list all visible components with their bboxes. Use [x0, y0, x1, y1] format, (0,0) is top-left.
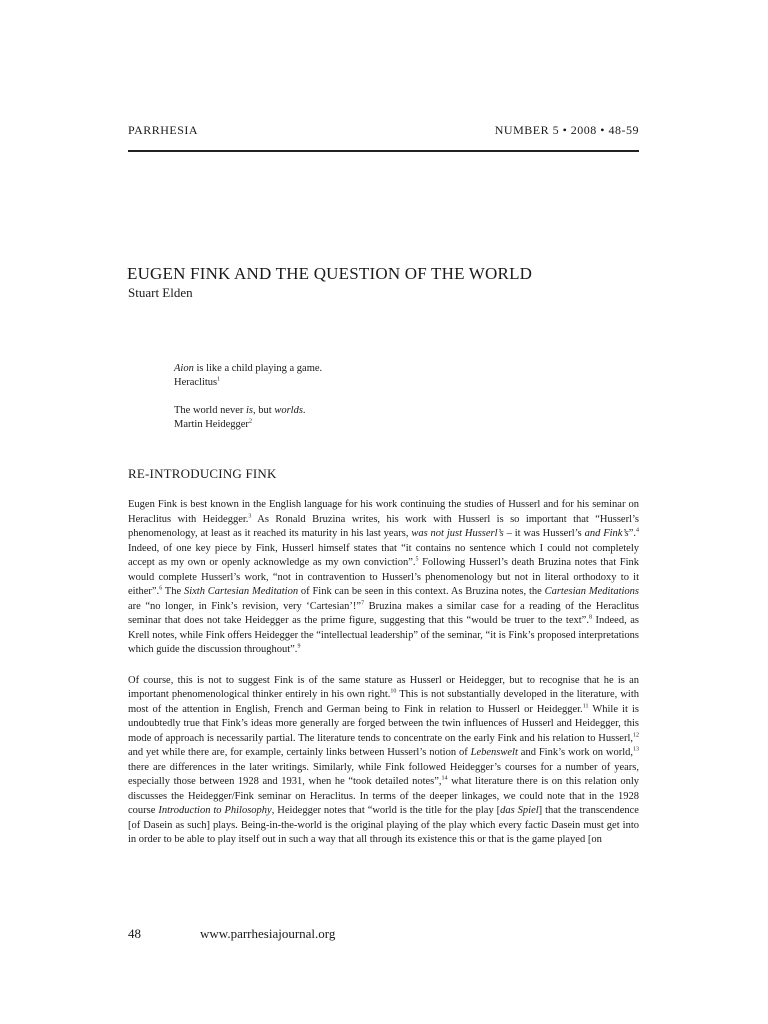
- footnote-ref[interactable]: 1: [217, 376, 221, 383]
- epigraph-quote-text: is like a child playing a game.: [193, 363, 323, 374]
- footnote-ref[interactable]: 11: [582, 703, 589, 709]
- footnote-ref[interactable]: 6: [159, 585, 163, 592]
- emphasis: das Spiel: [500, 805, 539, 816]
- running-header: [128, 123, 639, 138]
- footnote-ref[interactable]: 9: [297, 643, 301, 650]
- epigraph-heidegger: [174, 404, 322, 432]
- epigraph-quote-text: The world never: [174, 405, 247, 416]
- body-text: Eugen Fink is best known in the English language for his work continuing the studies of Husserl and for his seminar on Heraclitus with Heidegger.: [128, 499, 639, 525]
- article-title: EUGEN FINK AND THE QUESTION OF THE WORLD: [127, 264, 533, 283]
- article-body: [128, 498, 639, 864]
- footnote-ref[interactable]: 12: [633, 732, 639, 738]
- body-text: and yet while there are, for example, certainly links between Husserl’s notion of: [128, 747, 471, 758]
- body-text: The: [162, 586, 184, 597]
- article-author: Stuart Elden: [128, 285, 193, 300]
- page-number: 48: [128, 926, 141, 941]
- paragraph-1: [128, 498, 639, 658]
- footnote-ref[interactable]: 5: [415, 556, 419, 563]
- section-heading: RE-INTRODUCING FINK: [128, 466, 277, 481]
- epigraph-source: [174, 418, 322, 432]
- footnote-ref[interactable]: 14: [441, 775, 448, 782]
- body-text: Indeed, as Krell notes, while Fink offers Heidegger the “intellectual leadership” of the seminar, “it is Fink’s proposed interpretations which guide the discussion throughout”.: [128, 615, 639, 655]
- body-text: While it is undoubtedly true that Fink’s ideas more generally are forged between the twin influences of Husserl and Heidegger, this mode of approach is necessarily partial. The literature tends to concentrate on the early Fink and his relation to Husserl,: [128, 703, 639, 744]
- body-text: are “no longer, in Fink’s revision, very ‘Cartesian’!”: [128, 600, 362, 612]
- body-text: Indeed, of one key piece by Fink, Husserl himself states that “it contains no sentence which I could not completely accept as my own or openly acknowledge as my own conviction”.: [128, 542, 639, 568]
- emphasis: Lebenswelt: [470, 747, 518, 758]
- emphasis: Cartesian Meditations: [544, 586, 639, 597]
- epigraph-quote: [174, 404, 322, 418]
- header-rule: [128, 150, 639, 152]
- emphasis: Sixth Cartesian Meditation: [183, 586, 299, 597]
- emphasis: and Fink’s: [584, 528, 629, 539]
- epigraph-quote-emphasis: worlds: [274, 405, 303, 416]
- epigraph-source: [174, 376, 322, 390]
- footnote-ref[interactable]: 10: [390, 688, 397, 695]
- body-text: ”.: [628, 528, 636, 539]
- body-text: ] that the transcendence [of Dasein as such] plays. Being-in-the-world is the original playing of the play which every factic Dasein must get into in order to be able to play itself out in such a way that all through its existence this or that is the game played [on: [128, 805, 639, 845]
- body-text: what literature there is on this relation only discusses the Heidegger/Fink seminar on Heraclitus. In terms of the deeper linkages, we could note that in the 1928 course: [128, 776, 639, 816]
- issue-info: NUMBER 5 • 2008 • 48-59: [494, 123, 639, 137]
- epigraph-quote-emphasis: Aion: [174, 363, 194, 374]
- emphasis: Introduction to Philosophy: [158, 805, 272, 816]
- epigraph-source-name: Martin Heidegger: [174, 419, 249, 430]
- footnote-ref[interactable]: 4: [636, 527, 639, 534]
- emphasis: was not just Husserl’s: [411, 528, 504, 539]
- body-text: As Ronald Bruzina writes, his work with Husserl is so important that “Husserl’s phenomenology, at least as it reached its maturity in his last years,: [128, 513, 639, 539]
- journal-url[interactable]: www.parrhesiajournal.org: [200, 926, 336, 941]
- body-text: – it was Husserl’s: [503, 528, 585, 539]
- body-text: of Fink can be seen in this context. As Bruzina notes, the: [298, 586, 545, 597]
- epigraph-quote-emphasis: is: [246, 405, 254, 416]
- footnote-ref[interactable]: 8: [588, 614, 592, 621]
- epigraph-heraclitus: [174, 362, 322, 390]
- epigraph-quote-text: .: [302, 405, 306, 416]
- journal-name: PARRHESIA: [128, 123, 199, 137]
- body-text: there are differences in the later writings. Similarly, while Fink followed Heidegger’s courses for a number of years, especially those between 1928 and 1931, when he “took detailed notes”,: [128, 761, 639, 787]
- footnote-ref[interactable]: 13: [633, 746, 639, 753]
- body-text: Following Husserl’s death Bruzina notes that Fink would complete Husserl’s work, “not in contravention to Husserl’s phenomenology but not in literal orthodoxy to it either”.: [128, 557, 639, 597]
- body-text: , Heidegger notes that “world is the title for the play [: [271, 805, 501, 816]
- footnote-ref[interactable]: 3: [248, 513, 252, 519]
- body-text: Of course, this is not to suggest Fink is of the same stature as Husserl or Heidegger, but to recognise that he is an important phenomenological thinker entirely in his own right.: [128, 674, 639, 700]
- paragraph-2: [128, 674, 639, 848]
- epigraph-quote: [174, 362, 322, 376]
- body-text: This is not substantially developed in the literature, with most of the attention in English, French and German being to Fink in relation to Husserl or Heidegger.: [128, 689, 639, 715]
- epigraphs: [174, 362, 322, 446]
- epigraph-source-name: Heraclitus: [174, 377, 218, 388]
- page-footer: [128, 926, 335, 942]
- epigraph-quote-text: , but: [253, 405, 275, 416]
- body-text: and Fink’s work on world,: [517, 747, 633, 758]
- footnote-ref[interactable]: 2: [248, 418, 252, 425]
- body-text: Bruzina makes a similar case for a reading of the Heraclitus seminar that does not take Heidegger as the prime figure, suggesting that this “would be truer to the text”.: [128, 600, 639, 626]
- footnote-ref[interactable]: 7: [361, 600, 365, 606]
